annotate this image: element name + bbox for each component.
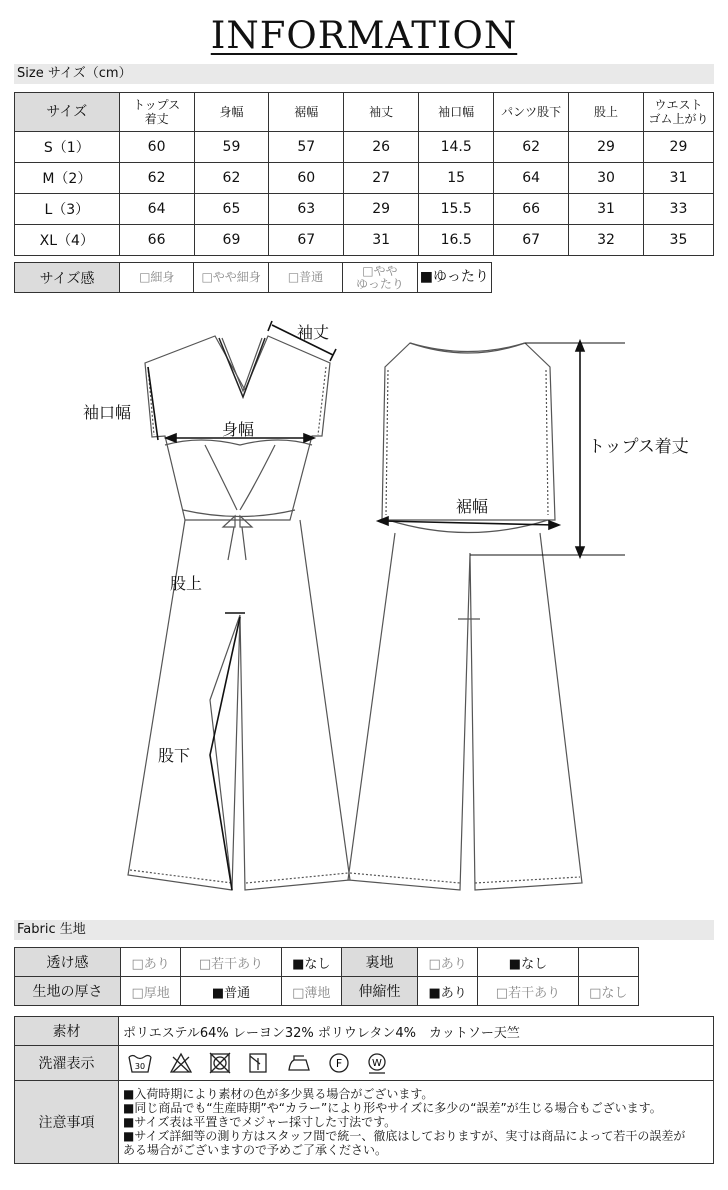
diagram-label-body-width: 身幅 — [222, 420, 255, 439]
diagram-label-rise: 股上 — [170, 574, 203, 593]
size-table-row — [15, 225, 714, 256]
washing-icons — [119, 1046, 714, 1081]
fabric-option-selected: ■あり — [417, 977, 477, 1006]
front-pants-outline — [128, 520, 350, 890]
fabric-label-thickness: 生地の厚さ — [15, 977, 121, 1006]
fabric-label-transparency: 透け感 — [15, 948, 121, 977]
note-line: ある場合がございますので予めご了承ください。 — [123, 1143, 388, 1157]
size-table-header-row — [15, 93, 714, 132]
size-value-cell: 67 — [269, 225, 344, 256]
size-value-cell: 67 — [494, 225, 569, 256]
dry-clean-letter: F — [335, 1057, 342, 1070]
size-value-cell: 63 — [269, 194, 344, 225]
material-table — [14, 1016, 714, 1164]
fabric-section-heading: Fabric 生地 — [14, 920, 714, 940]
fabric-row-thickness — [15, 977, 639, 1006]
size-value-cell: 15.5 — [419, 194, 494, 225]
size-feel-label: サイズ感 — [15, 263, 120, 293]
size-table-header-cell: 股上 — [569, 93, 644, 132]
size-table-row — [15, 163, 714, 194]
wet-clean-letter: W — [371, 1058, 382, 1069]
notes-row — [15, 1081, 714, 1164]
iron-low-icon — [286, 1052, 312, 1074]
size-value-cell: 26 — [344, 132, 419, 163]
size-value-cell: 66 — [119, 225, 194, 256]
size-value-cell: 14.5 — [419, 132, 494, 163]
size-value-cell: 27 — [344, 163, 419, 194]
washing-label: 洗濯表示 — [15, 1046, 119, 1081]
notes-label: 注意事項 — [15, 1081, 119, 1164]
size-table-header-cell: 袖口幅 — [419, 93, 494, 132]
size-table-header-cell: ウエスト ゴム上がり — [643, 93, 713, 132]
size-value-cell: 29 — [569, 132, 644, 163]
fabric-option: □若干あり — [478, 977, 578, 1006]
fabric-label-lining: 裏地 — [341, 948, 417, 977]
no-bleach-icon — [169, 1052, 193, 1074]
size-value-cell: 60 — [119, 132, 194, 163]
washing-row — [15, 1046, 714, 1081]
back-pants-outline — [348, 533, 582, 890]
fabric-option-selected: ■普通 — [181, 977, 281, 1006]
size-table-header-cell: トップス 着丈 — [119, 93, 194, 132]
cuff-width-arrow — [148, 367, 158, 440]
size-table — [14, 92, 714, 256]
wash-temp-text: 30 — [134, 1062, 146, 1071]
wet-clean-w-icon — [366, 1052, 388, 1074]
diagram-label-cuff-width: 袖口幅 — [83, 403, 132, 422]
fabric-option: □若干あり — [181, 948, 281, 977]
size-value-cell: 32 — [569, 225, 644, 256]
size-value-cell: 33 — [643, 194, 713, 225]
diagram-label-tops-length: トップス着丈 — [588, 437, 689, 457]
material-row — [15, 1017, 714, 1046]
size-feel-option: □普通 — [268, 263, 342, 293]
fabric-option-empty — [578, 948, 638, 977]
size-feel-option: □やや細身 — [194, 263, 268, 293]
size-value-cell: 64 — [494, 163, 569, 194]
fabric-label-stretch: 伸縮性 — [341, 977, 417, 1006]
size-value-cell: 62 — [194, 163, 269, 194]
size-value-cell: 29 — [643, 132, 713, 163]
size-value-cell: 65 — [194, 194, 269, 225]
no-tumble-dry-icon — [209, 1052, 231, 1074]
fabric-option: □なし — [578, 977, 638, 1006]
notes-content — [119, 1081, 714, 1164]
size-value-cell: 31 — [344, 225, 419, 256]
dry-clean-f-icon — [328, 1052, 350, 1074]
diagram-label-inseam: 股下 — [158, 746, 191, 765]
size-value-cell: 66 — [494, 194, 569, 225]
fabric-option-selected: ■なし — [478, 948, 578, 977]
size-value-cell: 69 — [194, 225, 269, 256]
size-value-cell: 60 — [269, 163, 344, 194]
fabric-table — [14, 947, 639, 1006]
size-feel-option-selected: ■ゆったり — [417, 263, 491, 293]
size-value-cell: 31 — [643, 163, 713, 194]
size-table-header-cell: 身幅 — [194, 93, 269, 132]
size-name-cell: M（2） — [15, 163, 120, 194]
fabric-option: □厚地 — [121, 977, 181, 1006]
size-table-row — [15, 194, 714, 225]
size-value-cell: 64 — [119, 194, 194, 225]
size-value-cell: 57 — [269, 132, 344, 163]
size-table-header-cell: 袖丈 — [344, 93, 419, 132]
size-name-cell: L（3） — [15, 194, 120, 225]
diagram-label-hem-width: 裾幅 — [456, 497, 489, 516]
note-line: ■入荷時期により素材の色が多少異る場合がございます。 — [123, 1087, 434, 1101]
size-value-cell: 30 — [569, 163, 644, 194]
fabric-option: □あり — [121, 948, 181, 977]
material-label: 素材 — [15, 1017, 119, 1046]
hem-width-arrow — [382, 521, 555, 525]
size-value-cell: 35 — [643, 225, 713, 256]
size-value-cell: 29 — [344, 194, 419, 225]
size-value-cell: 31 — [569, 194, 644, 225]
size-table-row — [15, 132, 714, 163]
page-title: INFORMATION — [210, 14, 518, 57]
size-table-header-cell: パンツ股下 — [494, 93, 569, 132]
size-table-header-cell: サイズ — [15, 93, 120, 132]
wash-30-icon — [127, 1052, 153, 1074]
material-value: ポリエステル64% レーヨン32% ポリウレタン4% カットソー天竺 — [119, 1017, 714, 1046]
size-name-cell: S（1） — [15, 132, 120, 163]
note-line: ■同じ商品でも“生産時期”や“カラー”により形やサイズに多少の“誤差”が生じる場合もございます。 — [123, 1101, 662, 1115]
size-feel-option: □やや ゆったり — [343, 263, 417, 293]
fabric-option: □薄地 — [281, 977, 341, 1006]
size-section-heading: Size サイズ（cm） — [14, 64, 714, 84]
size-feel-option: □細身 — [120, 263, 194, 293]
line-dry-icon — [247, 1052, 269, 1074]
note-line: ■サイズ詳細等の測り方はスタッフ間で統一、徹底はしておりますが、実寸は商品によって若干の誤差が — [123, 1129, 686, 1143]
size-value-cell: 62 — [119, 163, 194, 194]
belt-tie — [223, 516, 252, 527]
size-feel-row — [15, 263, 492, 293]
size-table-header-cell: 裾幅 — [269, 93, 344, 132]
fabric-row-transparency — [15, 948, 639, 977]
size-name-cell: XL（4） — [15, 225, 120, 256]
garment-diagram — [0, 305, 728, 905]
size-value-cell: 59 — [194, 132, 269, 163]
size-feel-table — [14, 262, 492, 293]
fabric-option-selected: ■なし — [281, 948, 341, 977]
note-line: ■サイズ表は平置きでメジャー採寸した寸法です。 — [123, 1115, 397, 1129]
size-value-cell: 16.5 — [419, 225, 494, 256]
size-value-cell: 62 — [494, 132, 569, 163]
size-value-cell: 15 — [419, 163, 494, 194]
fabric-option: □あり — [417, 948, 477, 977]
diagram-label-sleeve-length: 袖丈 — [297, 323, 330, 342]
